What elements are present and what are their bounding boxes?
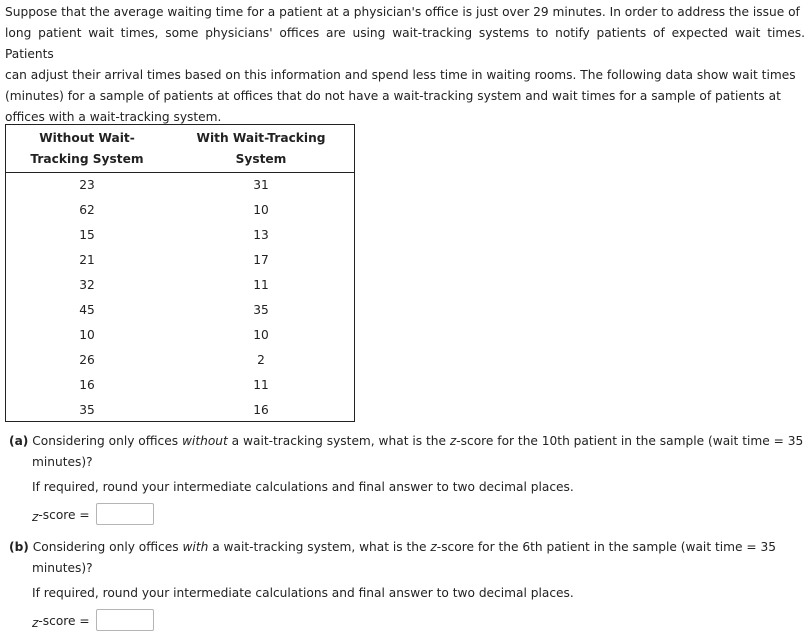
- intro-line: can adjust their arrival times based on this information and spend less time in waiting rooms. The following data show wait times: [5, 68, 796, 82]
- problem-intro: [5, 2, 805, 128]
- question-text: a wait-tracking system, what is the: [208, 540, 431, 554]
- header-line: System: [235, 152, 287, 166]
- cell-with: 13: [253, 228, 269, 242]
- header-with-wait-tracking: [168, 128, 354, 170]
- intro-line: (minutes) for a sample of patients at offices that do not have a wait-tracking system and wait times for a sample of patients at: [5, 89, 781, 103]
- cell-with: 10: [253, 203, 269, 217]
- cell-with: 35: [253, 303, 269, 317]
- table-row: [6, 398, 354, 423]
- question-a-label: (a): [9, 434, 29, 448]
- rounding-instruction: If required, round your intermediate calculations and final answer to two decimal places.: [32, 480, 574, 494]
- question-b-line2: minutes)?: [32, 561, 93, 575]
- cell-without: 16: [79, 378, 95, 392]
- cell-without: 45: [79, 303, 95, 317]
- cell-without: 62: [79, 203, 95, 217]
- answer-row-a: [32, 503, 90, 527]
- cell-without: 32: [79, 278, 95, 292]
- cell-without: 21: [79, 253, 95, 267]
- cell-without: 10: [79, 328, 95, 342]
- table-header: [6, 125, 354, 173]
- answer-row-b: [32, 609, 90, 633]
- question-a-line1: [9, 431, 803, 452]
- table-row: [6, 173, 354, 198]
- intro-line: long patient wait times, some physicians' offices are using wait-tracking systems to notify patients of expected wait times. Patients: [5, 26, 805, 61]
- cell-with: 16: [253, 403, 269, 417]
- table-row: [6, 298, 354, 323]
- table-row: [6, 198, 354, 223]
- question-text: -score for the 6th patient in the sample (wait time = 35: [436, 540, 776, 554]
- question-b-label: (b): [9, 540, 29, 554]
- question-text: -score for the 10th patient in the sample (wait time = 35: [456, 434, 804, 448]
- cell-without: 26: [79, 353, 95, 367]
- header-line: Without Wait-: [39, 131, 135, 145]
- table-row: [6, 323, 354, 348]
- cell-without: 15: [79, 228, 95, 242]
- wait-times-table: [5, 124, 355, 422]
- cell-without: 35: [79, 403, 95, 417]
- table-row: [6, 223, 354, 248]
- table-body: [6, 173, 354, 423]
- cell-with: 10: [253, 328, 269, 342]
- question-emphasis: with: [182, 540, 209, 554]
- header-without-wait-tracking: [6, 128, 168, 170]
- header-line: Tracking System: [30, 152, 144, 166]
- z-score-input-b[interactable]: [96, 609, 154, 631]
- rounding-instruction: If required, round your intermediate calculations and final answer to two decimal places.: [32, 586, 574, 600]
- question-emphasis: without: [181, 434, 228, 448]
- z-symbol: z: [449, 434, 457, 448]
- z-score-input-a[interactable]: [96, 503, 154, 525]
- question-text: Considering only offices: [32, 540, 183, 554]
- z-score-label: z-score =: [32, 508, 90, 524]
- cell-with: 17: [253, 253, 269, 267]
- cell-with: 2: [257, 353, 265, 367]
- cell-with: 31: [253, 178, 269, 192]
- cell-with: 11: [253, 278, 269, 292]
- table-row: [6, 248, 354, 273]
- cell-with: 11: [253, 378, 269, 392]
- z-score-label: z-score =: [32, 614, 90, 630]
- header-line: With Wait-Tracking: [196, 131, 326, 145]
- table-row: [6, 273, 354, 298]
- intro-line: offices with a wait-tracking system.: [5, 110, 222, 124]
- z-symbol: z: [430, 540, 437, 554]
- intro-line: Suppose that the average waiting time for a patient at a physician's office is just over 29 minutes. In order to address the issue of: [5, 5, 800, 19]
- table-row: [6, 373, 354, 398]
- question-a-line2: minutes)?: [32, 455, 93, 469]
- question-b-line1: [9, 537, 776, 558]
- question-text: a wait-tracking system, what is the: [227, 434, 450, 448]
- cell-without: 23: [79, 178, 95, 192]
- question-text: Considering only offices: [32, 434, 182, 448]
- table-row: [6, 348, 354, 373]
